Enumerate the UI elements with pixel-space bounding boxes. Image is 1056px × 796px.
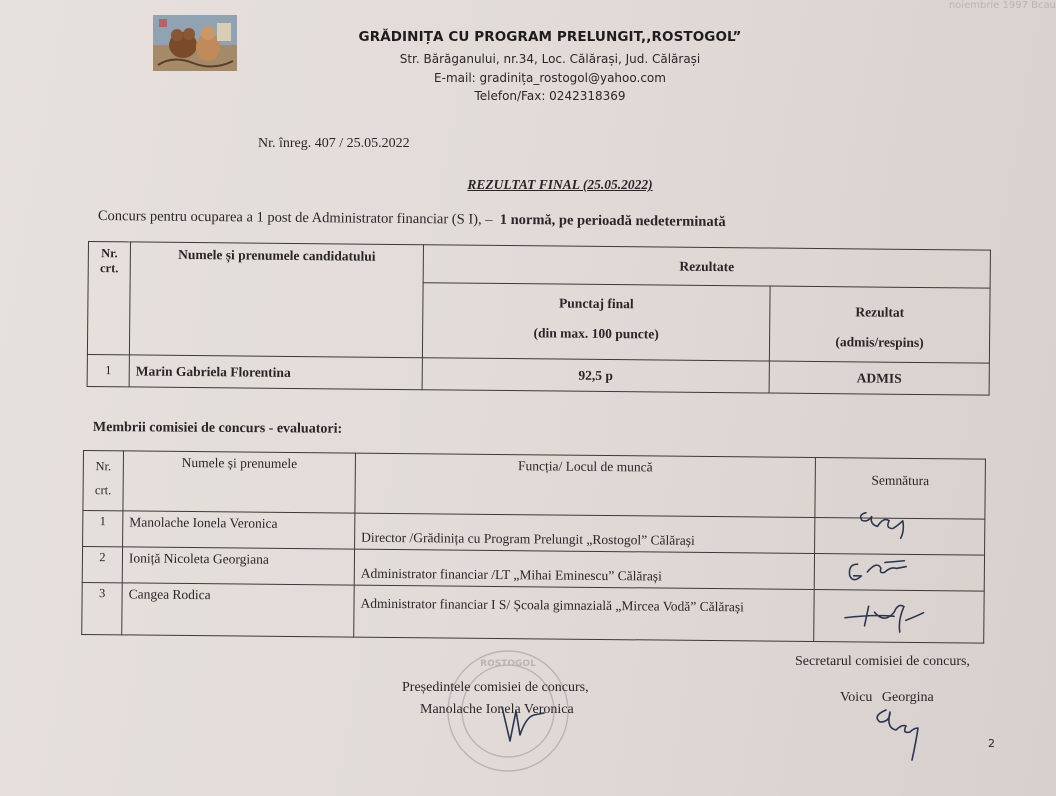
member-function: Administrator financiar I S/ Școala gimnazială „Mircea Vodă” Călărași bbox=[354, 585, 814, 641]
registration-number: Nr. înreg. 407 / 25.05.2022 bbox=[258, 136, 410, 151]
institution-email: E-mail: gradinița_rostogol@yahoo.com bbox=[434, 71, 666, 85]
signature-mark bbox=[814, 590, 983, 643]
contest-bold: 1 normă, pe perioadă nedeterminată bbox=[499, 211, 726, 231]
results-header-results: Rezultate bbox=[423, 245, 990, 288]
member-name: Ioniță Nicoleta Georgiana bbox=[122, 547, 354, 585]
committee-table bbox=[81, 450, 986, 644]
candidate-score: 92,5 p bbox=[422, 358, 769, 393]
signature-mark bbox=[815, 554, 984, 591]
member-signature bbox=[815, 518, 985, 556]
page-number: 2 bbox=[988, 737, 995, 750]
secretary-signature bbox=[868, 700, 948, 766]
table-row bbox=[82, 582, 984, 643]
president-signature bbox=[498, 705, 548, 745]
president-label: Președintele comisiei de concurs, bbox=[402, 680, 589, 695]
institution-phone: Telefon/Fax: 0242318369 bbox=[474, 89, 626, 103]
results-header-name: Numele și prenumele candidatului bbox=[129, 242, 423, 358]
institution-name: GRĂDINIȚA CU PROGRAM PRELUNGIT,,ROSTOGOL” bbox=[358, 29, 742, 45]
results-header-nr: Nr. crt. bbox=[87, 242, 130, 355]
member-name: Cangea Rodica bbox=[122, 583, 354, 637]
document-title: REZULTAT FINAL (25.05.2022) bbox=[467, 177, 653, 192]
member-name: Manolache Ionela Veronica bbox=[123, 511, 355, 549]
member-nr: 3 bbox=[82, 582, 122, 634]
stamp-text: ROSTOGOL bbox=[480, 659, 536, 669]
results-header-score: Punctaj final (din max. 100 puncte) bbox=[422, 283, 770, 361]
kindergarten-logo bbox=[153, 15, 237, 71]
member-nr: 1 bbox=[83, 511, 123, 547]
candidate-result: ADMIS bbox=[769, 361, 989, 395]
signature-mark bbox=[815, 518, 984, 555]
secretary-name: Voicu Georgina bbox=[840, 690, 934, 705]
member-function: Director /Grădinița cu Program Prelungit „Rostogol” Călărași bbox=[355, 513, 815, 553]
member-nr: 2 bbox=[82, 547, 122, 583]
results-header-result: Rezultat (admis/respins) bbox=[769, 286, 990, 363]
institution-address: Str. Bărăganului, nr.34, Loc. Călărași, Jud. Călărași bbox=[399, 52, 701, 66]
committee-header-name: Numele și prenumele bbox=[123, 451, 356, 513]
president-name: Manolache Ionela Veronica bbox=[420, 702, 574, 717]
row-nr: 1 bbox=[87, 354, 129, 386]
committee-header-signature: Semnătura bbox=[815, 458, 986, 520]
committee-heading: Membrii comisiei de concurs - evaluatori: bbox=[92, 420, 343, 437]
member-function: Administrator financiar /LT „Mihai Eminescu” Călărași bbox=[354, 549, 814, 589]
top-corner-text: noiembrie 1997 Bcau bbox=[948, 0, 1056, 10]
committee-header-nr: Nr. crt. bbox=[83, 451, 124, 511]
secretary-label: Secretarul comisiei de concurs, bbox=[795, 654, 970, 669]
results-table bbox=[87, 241, 991, 396]
contest-description bbox=[98, 208, 726, 231]
contest-text: Concurs pentru ocuparea a 1 post de Administrator financiar (S I), – bbox=[97, 208, 493, 228]
member-signature bbox=[814, 590, 984, 644]
member-signature bbox=[814, 554, 984, 592]
candidate-name: Marin Gabriela Florentina bbox=[129, 355, 422, 390]
committee-header-function: Funcția/ Locul de muncă bbox=[355, 453, 816, 517]
